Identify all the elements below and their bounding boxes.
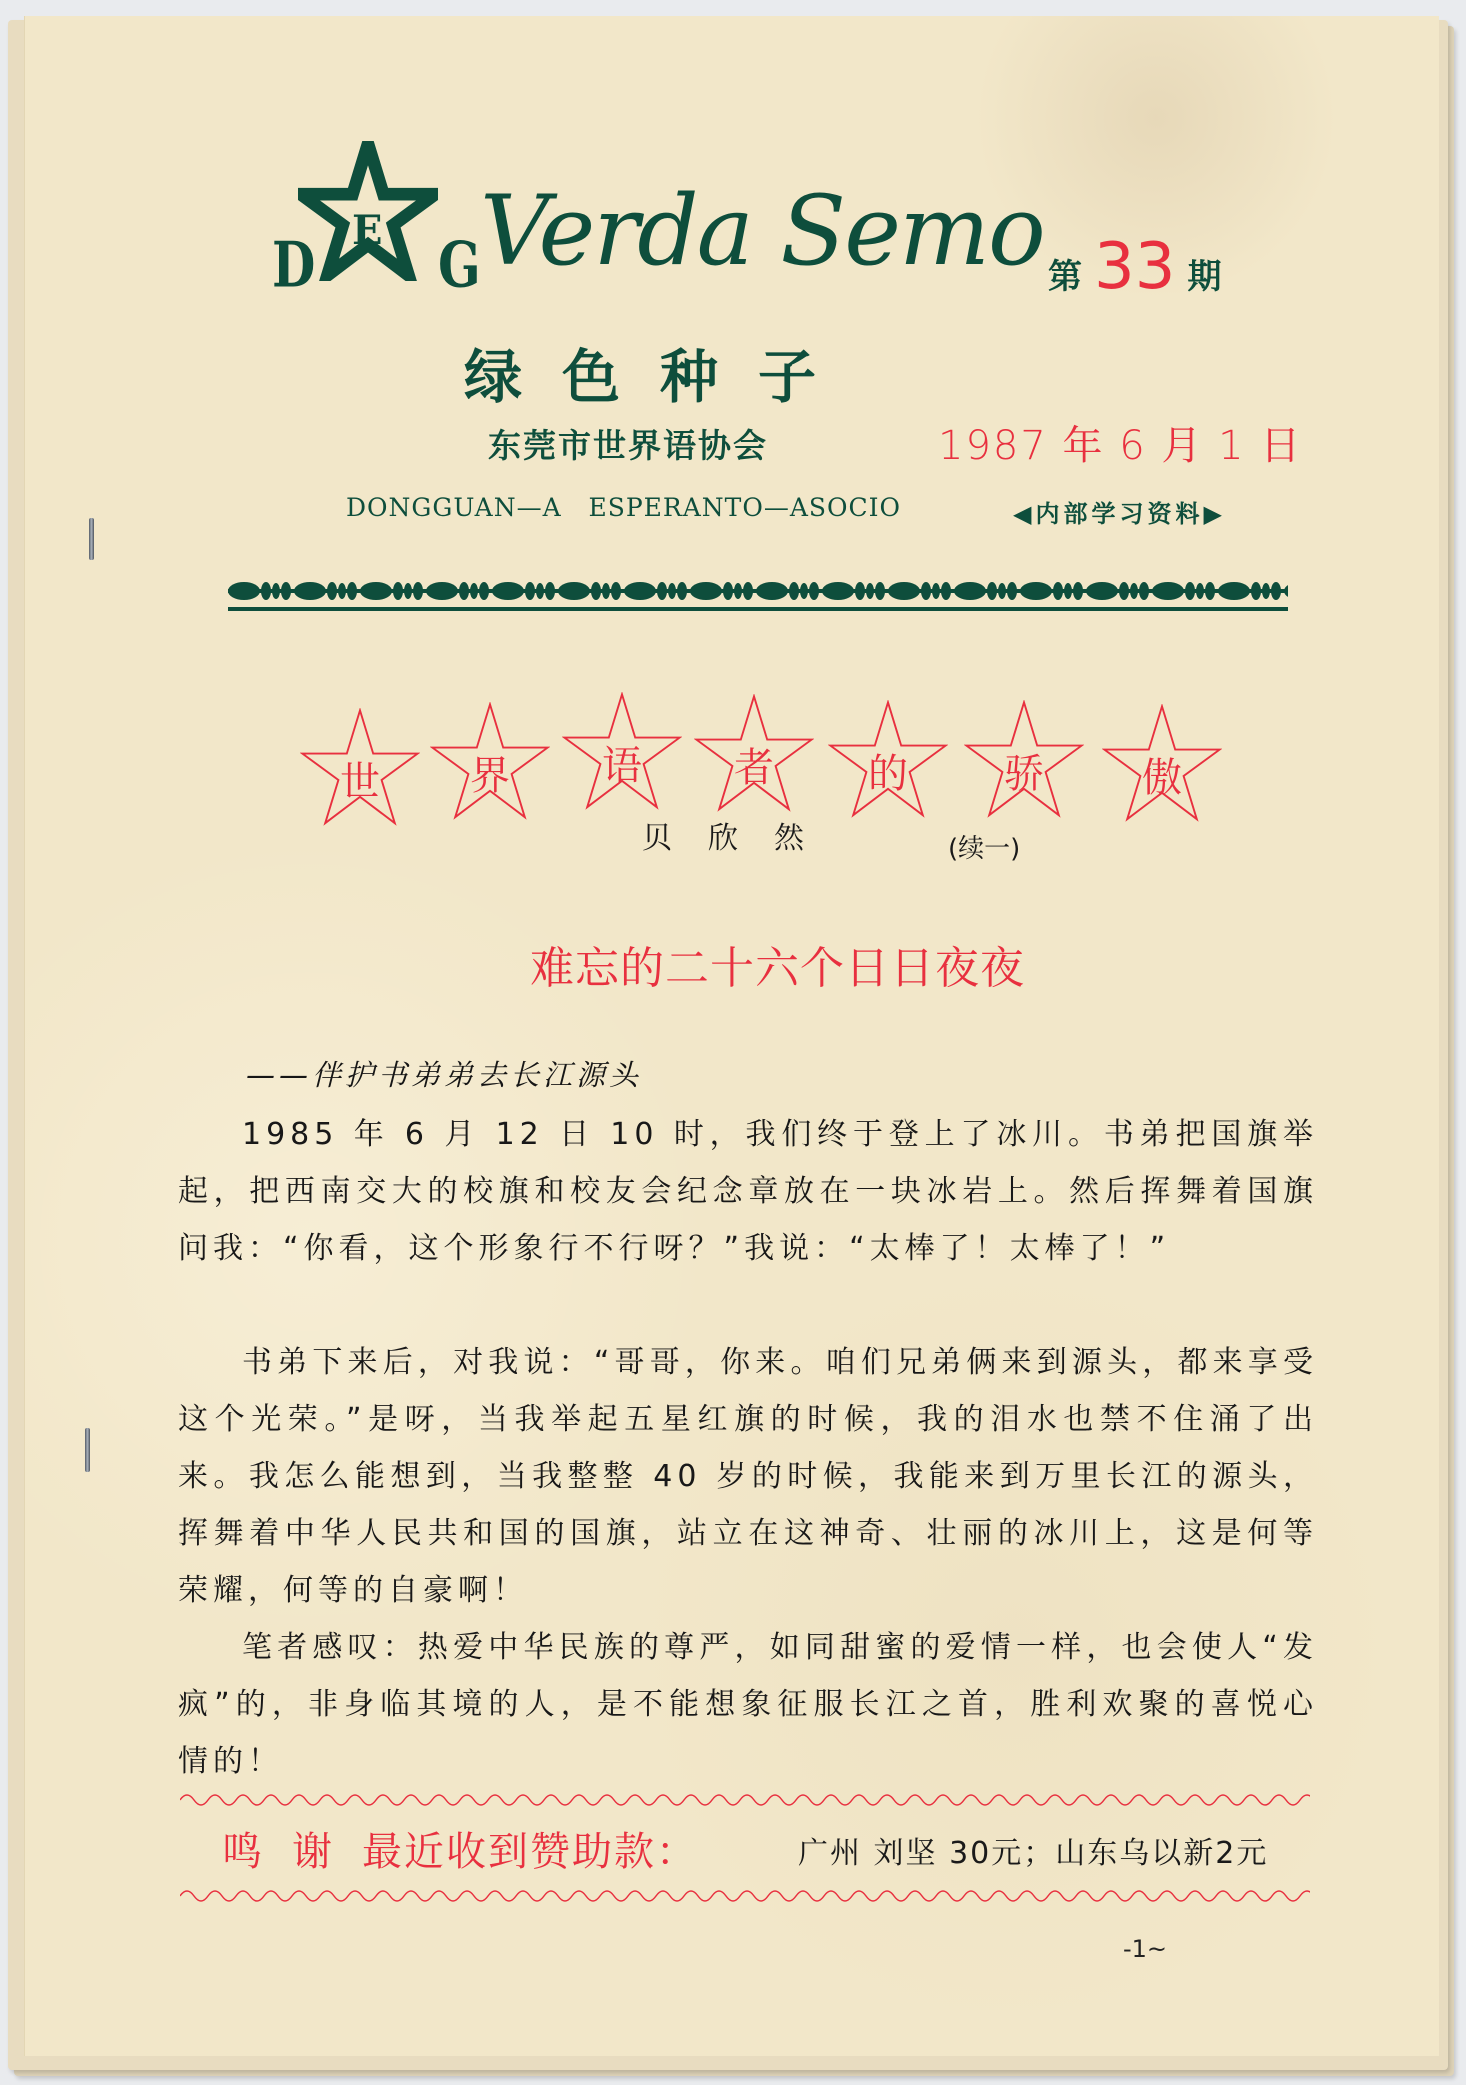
star-char-5: 的 xyxy=(828,700,948,820)
star-char-1: 世 xyxy=(300,708,420,828)
paragraph: 书弟下来后，对我说：“哥哥，你来。咱们兄弟俩来到源头，都来享受这个光荣。”是呀，当我举起五星红旗的时候，我的泪水也禁不住涌了出来。我怎么能想到，当我整整 40 岁的时候，我能来到万里长江的源头，挥舞着中华人民共和国的国旗，站立在这神奇、壮丽的冰川上，这是何等荣耀，何等的自豪啊！ xyxy=(178,1345,1318,1608)
issue-suffix: 期 xyxy=(1187,257,1222,297)
organization-chinese: 东莞市世界语协会 xyxy=(488,426,768,465)
series-title-stars xyxy=(300,690,1380,820)
page-number: -1~ xyxy=(1123,1935,1168,1963)
star-char-6: 骄 xyxy=(964,700,1084,820)
thanks-label: 鸣 谢 最近收到赞助款： xyxy=(222,1829,698,1875)
publication-date: 1987 年 6 月 1 日 xyxy=(938,423,1303,469)
paragraph: 笔者感叹：热爱中华民族的尊严，如同甜蜜的爱情一样，也会使人“发疯”的，非身临其境的人，是不能想象征服长江之首，胜利欢聚的喜悦心情的！ xyxy=(178,1630,1318,1779)
issue-number xyxy=(1048,230,1221,304)
logo-letter-g: G xyxy=(438,227,481,302)
internal-material-label: ◀内部学习资料▶ xyxy=(1013,500,1226,528)
logo-letter-d: D xyxy=(272,227,316,302)
acknowledgement-box xyxy=(180,1790,1310,1900)
title-esperanto: Verda Semo xyxy=(480,175,1044,287)
issue-prefix: 第 xyxy=(1048,257,1082,297)
star-char-7: 傲 xyxy=(1102,704,1222,824)
continuation-note: (续一) xyxy=(948,834,1021,864)
wavy-border-bottom xyxy=(180,1886,1310,1906)
article-title: 难忘的二十六个日日夜夜 xyxy=(530,943,1025,994)
title-chinese: 绿色种子 xyxy=(464,343,857,411)
author-name: 贝欣然 xyxy=(642,821,840,856)
staple-top xyxy=(89,518,94,560)
ornamental-divider xyxy=(228,580,1288,616)
organization-esperanto: DONGGUAN—A ESPERANTO—ASOCIO xyxy=(346,493,902,522)
logo-letter-e: E xyxy=(352,207,383,254)
star-char-3: 语 xyxy=(562,692,682,812)
masthead-logo xyxy=(268,135,1044,411)
article-body xyxy=(178,1106,1318,1790)
issue-value: 33 xyxy=(1094,230,1176,304)
donor-list: 广州 刘坚 30元；山东乌以新2元 xyxy=(798,1836,1269,1871)
star-char-2: 界 xyxy=(430,702,550,822)
article-subtitle: ——伴护书弟弟去长江源头 xyxy=(246,1058,643,1092)
wavy-border-top xyxy=(180,1790,1310,1810)
paragraph: 1985 年 6 月 12 日 10 时，我们终于登上了冰川。书弟把国旗举起，把西南交大的校旗和校友会纪念章放在一块冰岩上。然后挥舞着国旗问我：“你看，这个形象行不行呀？”我说：“太棒了！太棒了！” xyxy=(178,1117,1318,1266)
staple-bottom xyxy=(85,1428,90,1472)
star-char-4: 者 xyxy=(694,694,814,814)
